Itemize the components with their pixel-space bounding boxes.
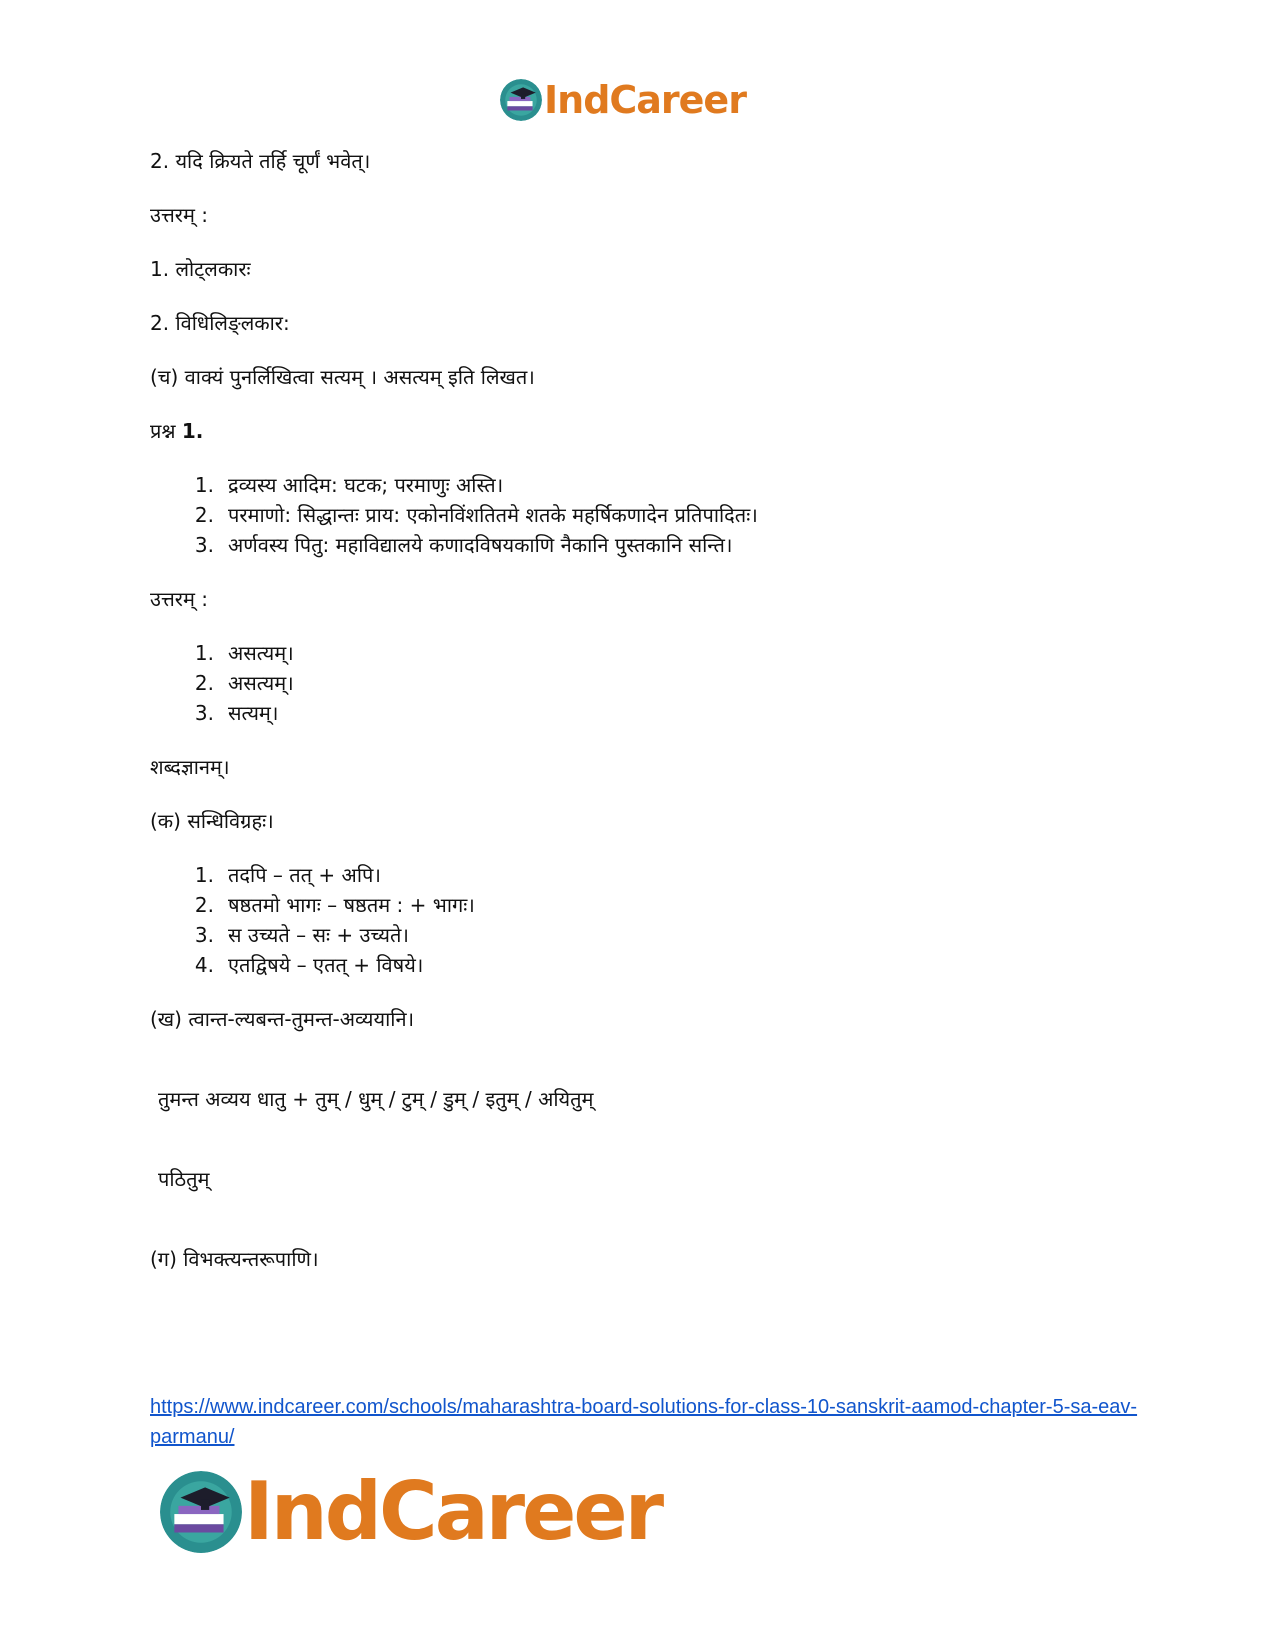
question-line: 2. यदि क्रियते तर्हि चूर्णं भवेत्। bbox=[150, 149, 371, 173]
list-item bbox=[150, 860, 1140, 890]
list-number: 2. bbox=[194, 893, 214, 917]
source-link[interactable]: https://www.indcareer.com/schools/maharashtra-board-solutions-for-class-10-sanskrit-aamod-chapter-5-sa-eav-parmanu/ bbox=[150, 1396, 1138, 1448]
list-text: षष्ठतमो भागः – षष्ठतम : + भागः। bbox=[228, 893, 475, 917]
prashna-number: 1. bbox=[181, 419, 204, 443]
list-number: 2. bbox=[194, 671, 214, 695]
list-item bbox=[150, 698, 1140, 728]
section-heading: (च) वाक्यं पुनर्लिखित्वा सत्यम् । असत्यम् इति लिखत। bbox=[150, 365, 535, 389]
answer-label: उत्तरम् : bbox=[150, 587, 209, 611]
tumanta-table bbox=[158, 1084, 678, 1194]
list-item bbox=[150, 920, 1140, 950]
list-number: 3. bbox=[194, 533, 214, 557]
list-text: असत्यम्। bbox=[228, 671, 294, 695]
list-number: 4. bbox=[194, 953, 214, 977]
list-number: 1. bbox=[194, 473, 214, 497]
list-text: अर्णवस्य पितु: महाविद्यालये कणादविषयकाणि नैकानि पुस्तकानि सन्ति। bbox=[228, 533, 733, 557]
section-heading: (ग) विभक्त्यन्तरूपाणि। bbox=[150, 1247, 319, 1271]
list-item bbox=[150, 530, 1140, 560]
section-heading: (क) सन्धिविग्रहः। bbox=[150, 809, 274, 833]
table-row: पठितुम् bbox=[158, 1167, 210, 1191]
logo-text: IndCareer bbox=[544, 78, 746, 122]
question-list bbox=[150, 470, 1140, 560]
section-heading: शब्दज्ञानम्। bbox=[150, 755, 230, 779]
answer-line: 1. लोट्लकारः bbox=[150, 257, 251, 281]
answer-label: उत्तरम् : bbox=[150, 203, 209, 227]
list-number: 3. bbox=[194, 923, 214, 947]
list-item bbox=[150, 470, 1140, 500]
list-text: द्रव्यस्य आदिम: घटक; परमाणुः अस्ति। bbox=[228, 473, 504, 497]
list-item bbox=[150, 500, 1140, 530]
list-item bbox=[150, 890, 1140, 920]
logo-text: IndCareer bbox=[244, 1465, 662, 1558]
list-number: 2. bbox=[194, 503, 214, 527]
sandhi-list bbox=[150, 860, 1140, 980]
list-item bbox=[150, 668, 1140, 698]
section-heading: (ख) त्वान्त-ल्यबन्त-तुमन्त-अव्ययानि। bbox=[150, 1007, 415, 1031]
list-text: सत्यम्। bbox=[228, 701, 279, 725]
list-text: असत्यम्। bbox=[228, 641, 294, 665]
document-body bbox=[150, 146, 1140, 1298]
list-number: 1. bbox=[194, 641, 214, 665]
answer-line: 2. विधिलिङ्लकार: bbox=[150, 311, 290, 335]
list-text: परमाणो: सिद्धान्तः प्राय: एकोनविंशतितमे शतके महर्षिकणादेन प्रतिपादितः। bbox=[228, 503, 758, 527]
answer-list bbox=[150, 638, 1140, 728]
prashna-label: प्रश्न bbox=[150, 419, 176, 443]
list-number: 1. bbox=[194, 863, 214, 887]
header-logo bbox=[500, 78, 746, 122]
graduation-cap-book-globe-icon bbox=[160, 1471, 242, 1553]
question-label bbox=[150, 416, 1140, 446]
list-text: एतद्विषये – एतत् + विषये। bbox=[228, 953, 424, 977]
table-row: तुमन्त अव्यय धातु + तुम् / धुम् / टुम् / डुम् / इतुम् / अयितुम् bbox=[158, 1087, 594, 1111]
list-text: तदपि – तत् + अपि। bbox=[228, 863, 381, 887]
footer-logo bbox=[160, 1465, 661, 1558]
list-number: 3. bbox=[194, 701, 214, 725]
graduation-cap-book-globe-icon bbox=[500, 79, 542, 121]
list-text: स उच्यते – सः + उच्यते। bbox=[228, 923, 409, 947]
list-item bbox=[150, 950, 1140, 980]
list-item bbox=[150, 638, 1140, 668]
